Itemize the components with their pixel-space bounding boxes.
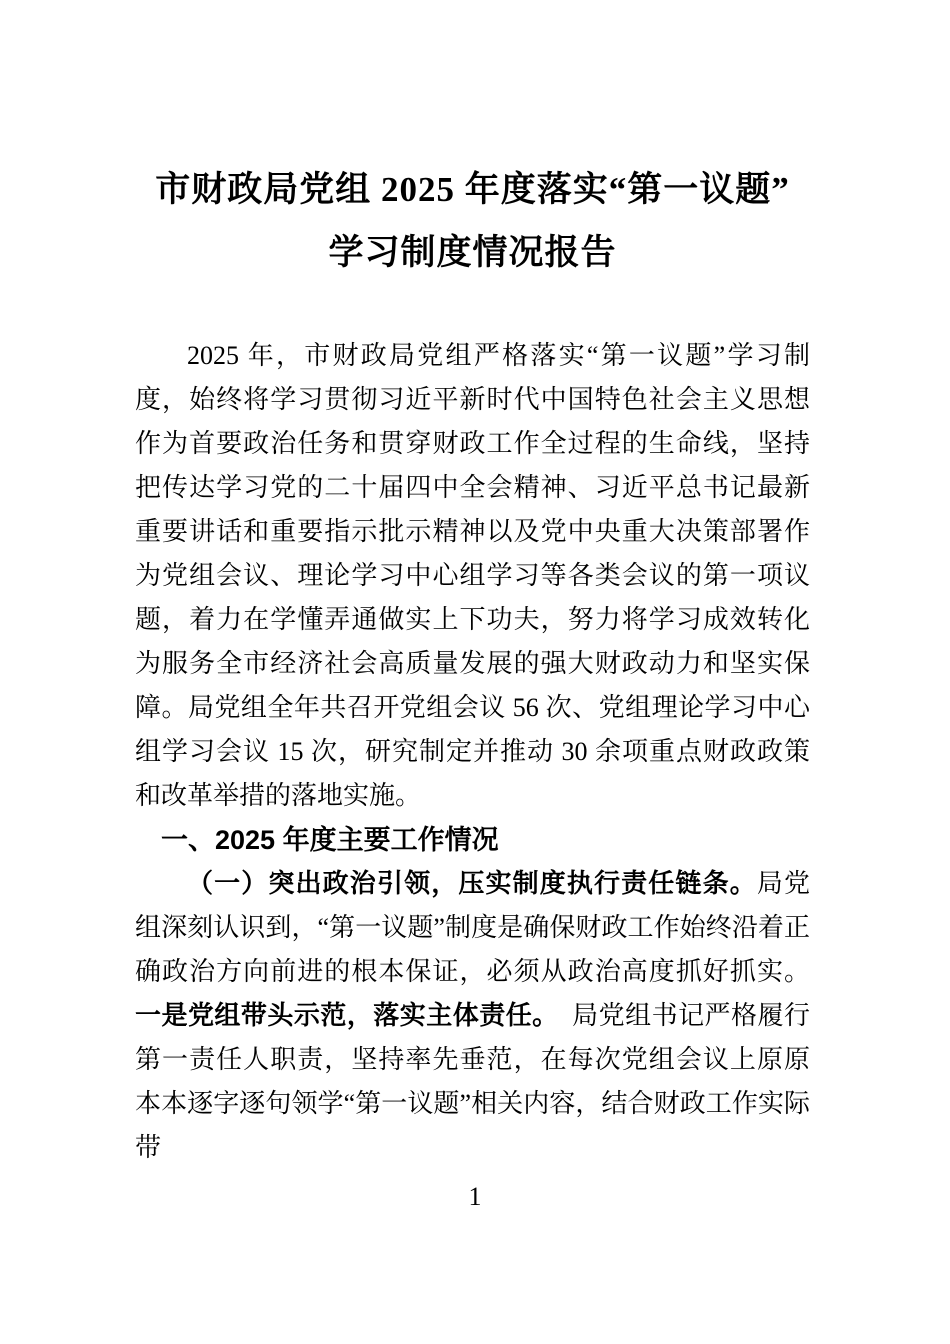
text-run-2: 局党组书记严格履行第一责任人职责，坚持率先垂范，在每次党组会议上原原本本逐字逐句领学“第一议题”相关内容，结合财政工作实际带 (135, 1001, 810, 1162)
title-line-1: 市财政局党组 2025 年度落实“第一议题” (155, 170, 790, 209)
intro-paragraph: 2025 年，市财政局党组严格落实“第一议题”学习制度，始终将学习贯彻习近平新时代中国特色社会主义思想作为首要政治任务和贯穿财政工作全过程的生命线，坚持把传达学习党的二十届四中全会精神、习近平总书记最新重要讲话和重要指示批示精神以及党中央重大决策部署作为党组会议、理论学习中心组学习等各类会议的第一项议题，着力在学懂弄通做实上下功夫，努力将学习成效转化为服务全市经济社会高质量发展的强大财政动力和坚实保障。局党组全年共召开党组会议 56 次、党组理论学习中心组学习会议 15 次，研究制定并推动 30 余项重点财政政策和改革举措的落地实施。 (135, 341, 810, 810)
subheading-run-1: （一）突出政治引领，压实制度执行责任链条。 (187, 869, 757, 898)
text-run-1: 局党组深刻认识到，“第一议题”制度是确保财政工作始终沿着正确政治方向前进的根本保证，必须从政治高度抓好抓实。 (135, 869, 810, 986)
title-line-2: 学习制度情况报告 (328, 233, 617, 272)
section-1-paragraph (135, 862, 810, 1170)
section-1-heading: 一、2025 年度主要工作情况 (161, 825, 499, 855)
page-number: 1 (468, 1182, 482, 1211)
document-title (135, 158, 810, 284)
subheading-run-2: 一是党组带头示范，落实主体责任。 (135, 1001, 546, 1030)
